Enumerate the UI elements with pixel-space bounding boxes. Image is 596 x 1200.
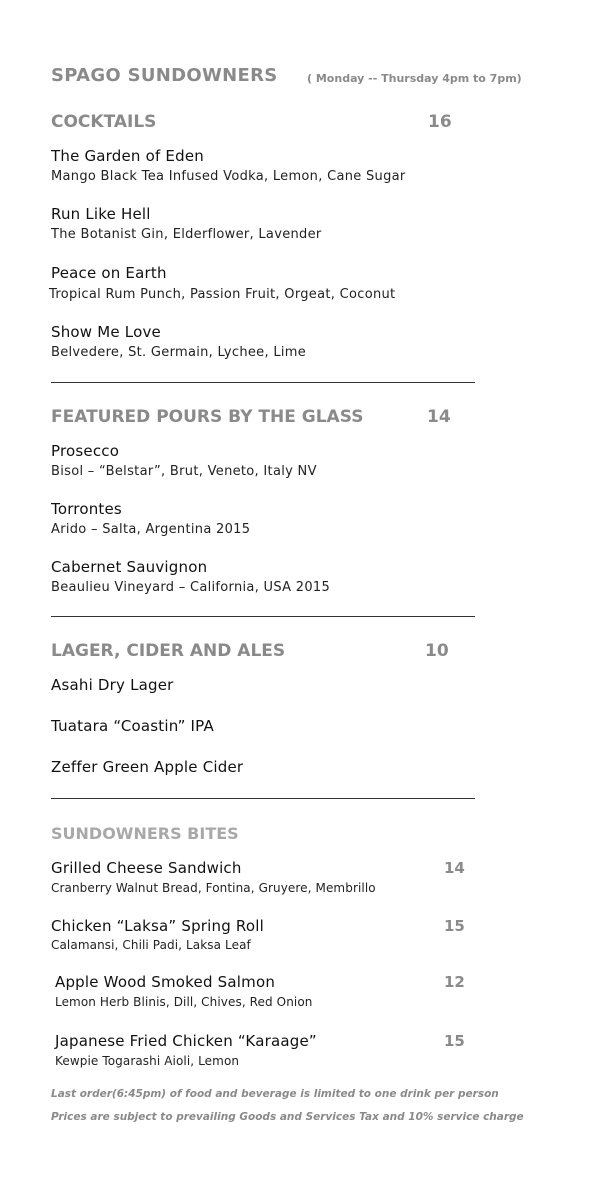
menu-hours: ( Monday -- Thursday 4pm to 7pm) [307,72,522,85]
wine-name: Torrontes [51,500,122,518]
menu-title: SPAGO SUNDOWNERS [51,65,278,86]
cocktail-desc: Belvedere, St. Germain, Lychee, Lime [51,345,307,360]
bite-price: 14 [444,859,465,877]
wine-desc: Arido – Salta, Argentina 2015 [51,522,251,537]
section-price-cocktails: 16 [428,112,452,132]
wine-desc: Bisol – “Belstar”, Brut, Veneto, Italy NV [51,464,317,479]
bite-price: 15 [444,1032,465,1050]
beer-name: Tuatara “Coastin” IPA [51,717,214,735]
cocktail-desc: The Botanist Gin, Elderflower, Lavender [51,227,322,242]
footer-note-last-order: Last order(6:45pm) of food and beverage is limited to one drink per person [51,1088,499,1100]
bite-price: 12 [444,973,465,991]
wine-name: Prosecco [51,442,120,460]
bite-name: Grilled Cheese Sandwich [51,859,242,877]
bite-desc: Lemon Herb Blinis, Dill, Chives, Red Onion [55,995,313,1009]
bite-price: 15 [444,917,465,935]
section-divider [51,382,475,383]
section-heading-beers: LAGER, CIDER AND ALES [51,641,286,661]
bite-name: Japanese Fried Chicken “Karaage” [55,1032,317,1050]
section-heading-pours: FEATURED POURS BY THE GLASS [51,407,364,427]
wine-name: Cabernet Sauvignon [51,558,208,576]
cocktail-name: Peace on Earth [51,264,167,282]
section-divider [51,798,475,799]
section-price-beers: 10 [425,641,449,661]
section-heading-cocktails: COCKTAILS [51,112,157,132]
wine-desc: Beaulieu Vineyard – California, USA 2015 [51,580,331,595]
cocktail-desc: Tropical Rum Punch, Passion Fruit, Orgeat, Coconut [49,287,396,302]
bite-name: Apple Wood Smoked Salmon [55,973,276,991]
bite-desc: Kewpie Togarashi Aioli, Lemon [55,1054,240,1068]
bite-desc: Calamansi, Chili Padi, Laksa Leaf [51,938,251,952]
section-price-pours: 14 [427,407,451,427]
section-divider [51,616,475,617]
bite-name: Chicken “Laksa” Spring Roll [51,917,264,935]
cocktail-name: Show Me Love [51,323,161,341]
section-heading-bites: SUNDOWNERS BITES [51,824,239,843]
beer-name: Zeffer Green Apple Cider [51,758,244,776]
beer-name: Asahi Dry Lager [51,676,174,694]
cocktail-name: Run Like Hell [51,205,151,223]
footer-note-tax: Prices are subject to prevailing Goods and Services Tax and 10% service charge [51,1111,524,1123]
cocktail-name: The Garden of Eden [51,147,204,165]
cocktail-desc: Mango Black Tea Infused Vodka, Lemon, Cane Sugar [51,169,406,184]
bite-desc: Cranberry Walnut Bread, Fontina, Gruyere, Membrillo [51,881,376,895]
